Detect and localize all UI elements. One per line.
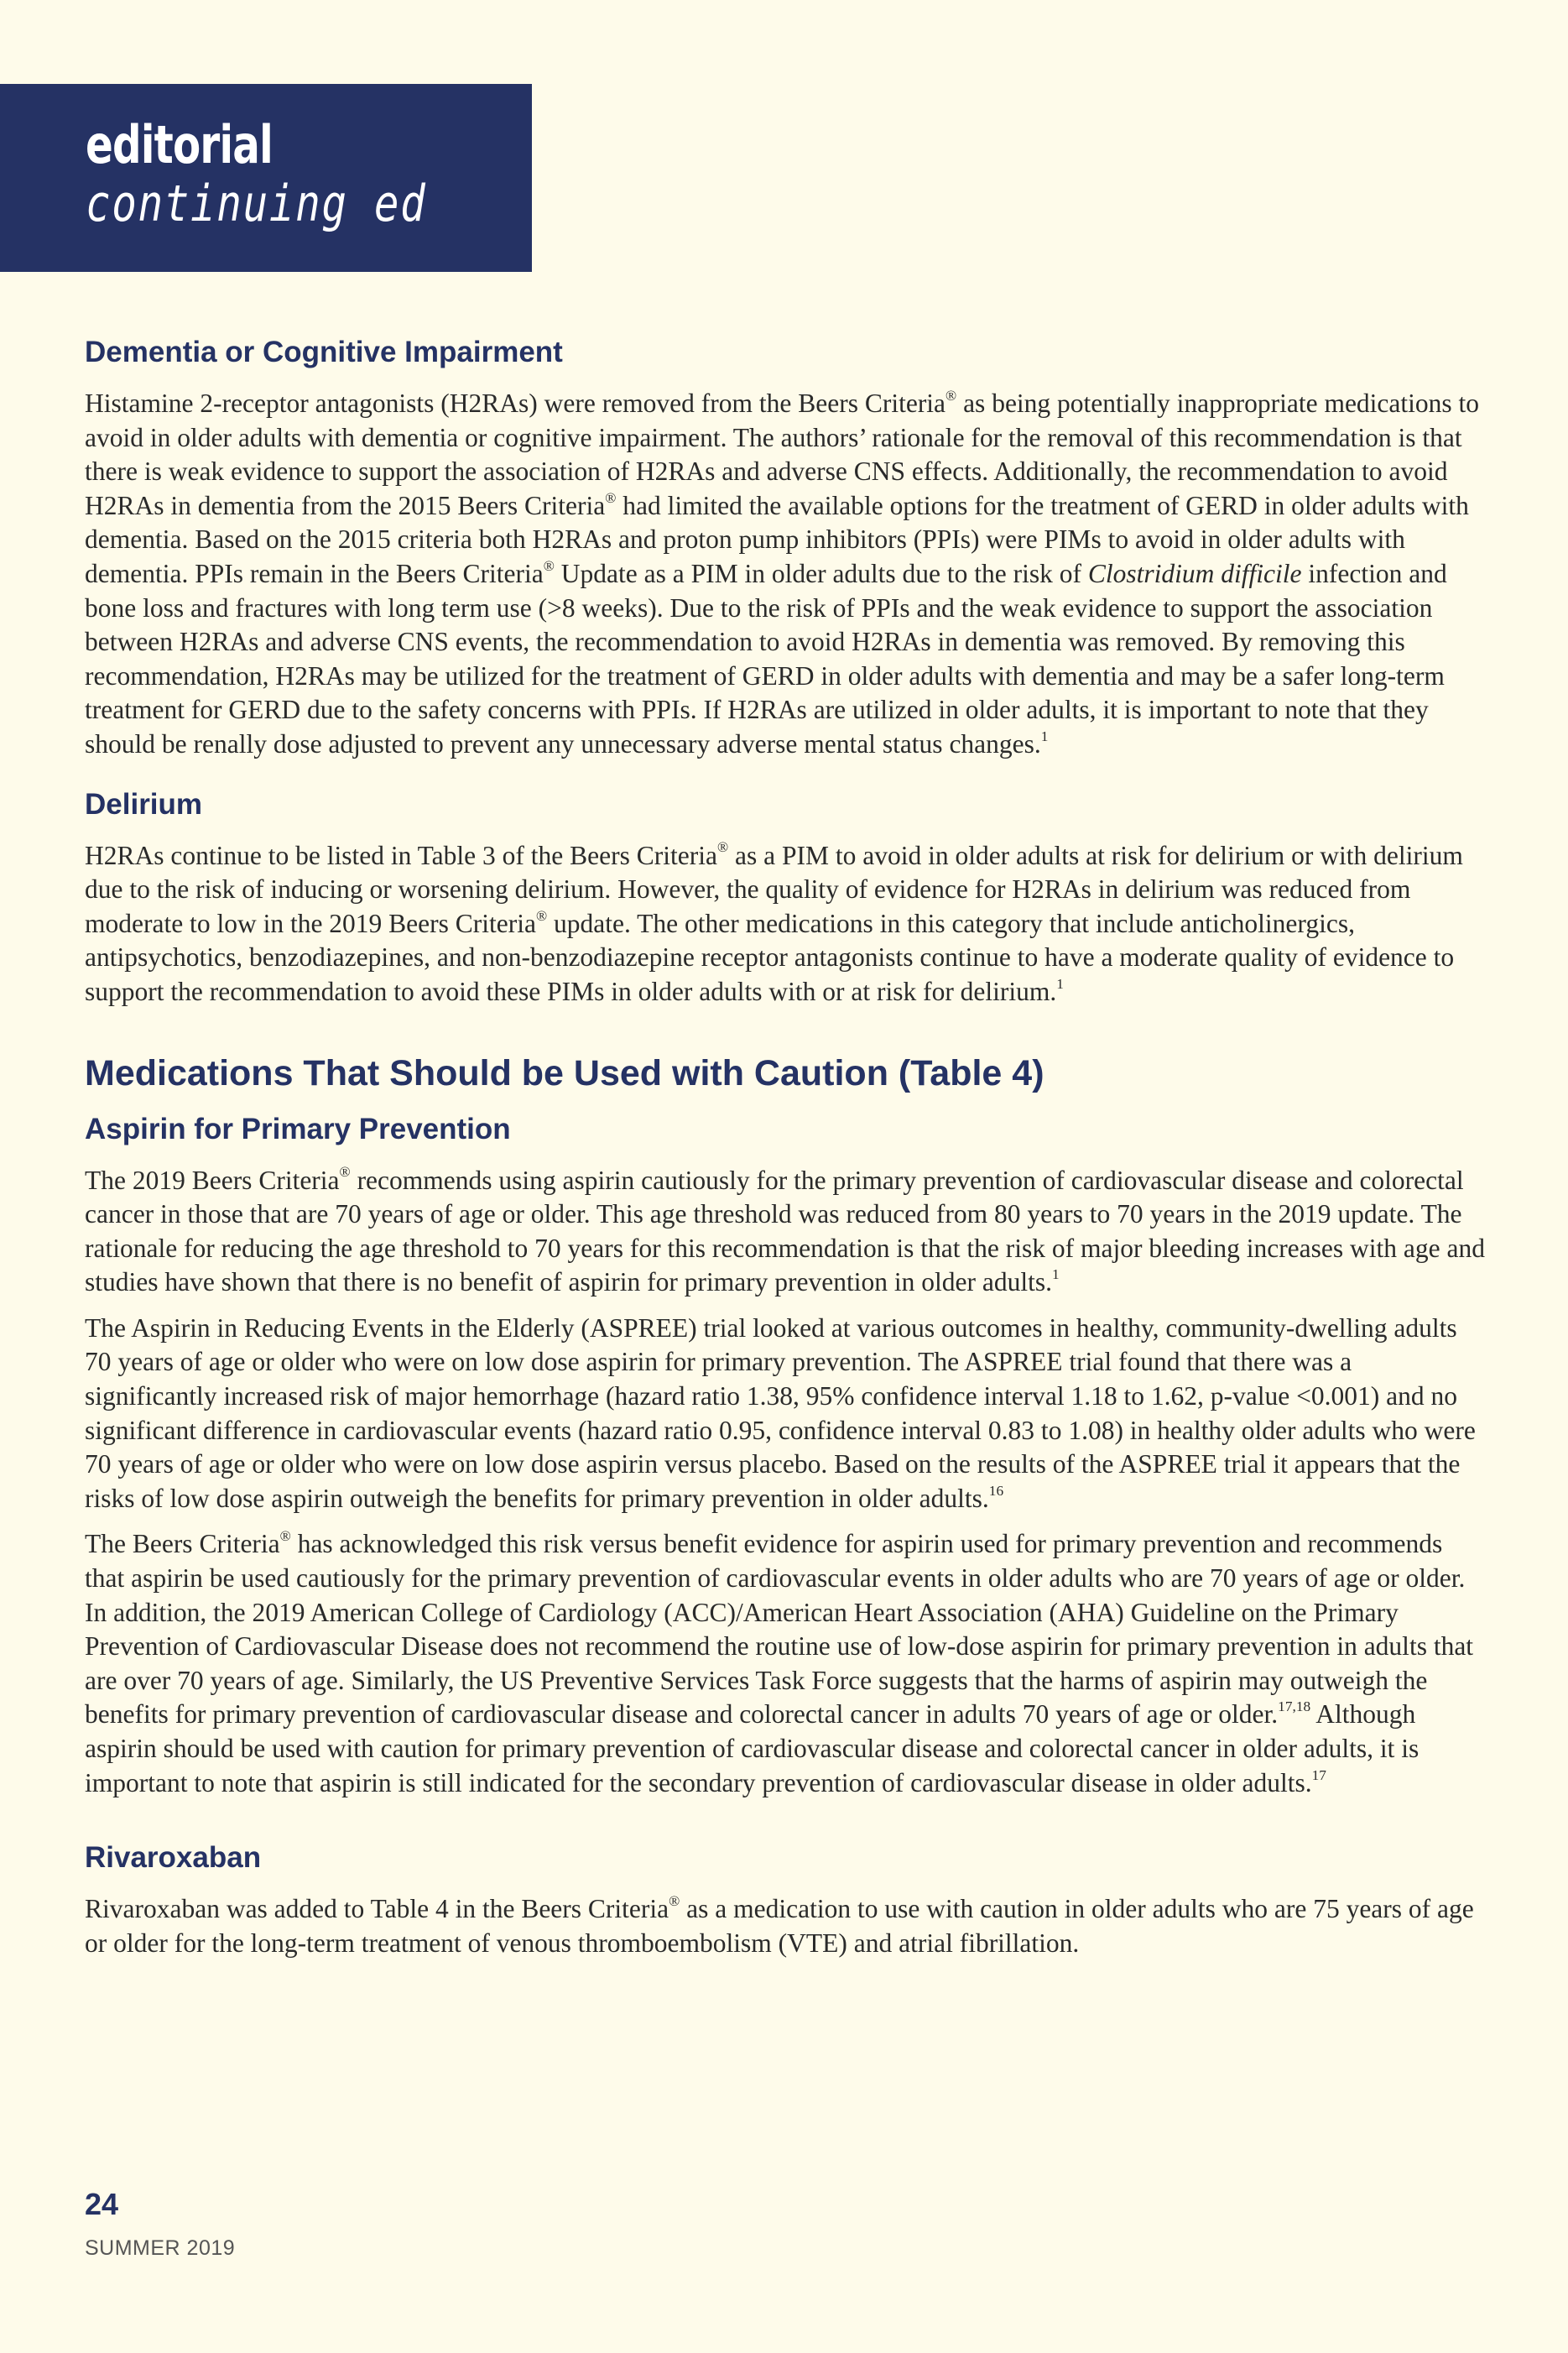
- text-run: as a PIM to avoid in older adults at risk for delirium or with delirium due to the risk of inducing or worsening delirium. However, the quality of evidence for H2RAs in delirium was reduced from moderate to low in the 2019 Beers Criteria: [85, 840, 1463, 938]
- citation-ref: 16: [988, 1482, 1004, 1499]
- paragraph-aspirin-2: [85, 1312, 1486, 1516]
- text-run: infection and bone loss and fractures with long term use (>8 weeks). Due to the risk of PPIs and the weak evidence to support the association between H2RAs and adverse CNS events, the recommendation to avoid H2RAs in dementia was removed. By removing this recommendation, H2RAs may be utilized for the treatment of GERD in older adults with dementia and may be a safer long-term treatment for GERD due to the safety concerns with PPIs. If H2RAs are utilized in older adults, it is important to note that they should be renally dose adjusted to prevent any unnecessary adverse mental status changes.: [85, 558, 1447, 759]
- heading-aspirin: Aspirin for Primary Prevention: [85, 1112, 511, 1145]
- text-run: The Aspirin in Reducing Events in the Elderly (ASPREE) trial looked at various outcomes in healthy, community-dwelling adults 70 years of age or older who were on low dose aspirin for primary prevention. The ASPREE trial found that there was a significantly increased risk of major hemorrhage (hazard ratio 1.38, 95% confidence interval 1.18 to 1.62, p-value <0.001) and no significant difference in cardiovascular events (hazard ratio 0.95, confidence interval 0.83 to 1.08) in healthy older adults who were 70 years of age or older who were on low dose aspirin versus placebo. Based on the results of the ASPREE trial it appears that the risks of low dose aspirin outweigh the benefits for primary prevention in older adults.: [85, 1312, 1476, 1513]
- paragraph-aspirin-1: [85, 1164, 1486, 1300]
- citation-ref: 1: [1040, 728, 1049, 744]
- text-run: Rivaroxaban was added to Table 4 in the Beers Criteria: [85, 1894, 669, 1924]
- text-run: Although aspirin should be used with caution for primary prevention of cardiovascular disease and colorectal cancer in older adults, it is important to note that aspirin is still indicated for the secondary prevention of cardiovascular disease in older adults.: [85, 1699, 1420, 1797]
- heading-caution: Medications That Should be Used with Caution (Table 4): [85, 1052, 1044, 1093]
- heading-dementia: Dementia or Cognitive Impairment: [85, 336, 563, 368]
- issue-label: SUMMER 2019: [85, 2236, 236, 2260]
- registered-mark: ®: [279, 1528, 291, 1545]
- text-run: as being potentially inappropriate medications to avoid in older adults with dementia or cognitive impairment. The authors’ rationale for the removal of this recommendation is that there is weak evidence to support the association of H2RAs and adverse CNS effects. Additionally, the recommendation to avoid H2RAs in dementia from the 2015 Beers Criteria: [85, 389, 1480, 520]
- registered-mark: ®: [543, 557, 555, 574]
- text-run: had limited the available options for the treatment of GERD in older adults with dementia. Based on the 2015 criteria both H2RAs and proton pump inhibitors (PPIs) were PIMs to avoid in older adults with dementia. PPIs remain in the Beers Criteria: [85, 490, 1469, 588]
- page-number: 24: [85, 2187, 119, 2221]
- registered-mark: ®: [535, 907, 548, 924]
- banner-subtitle: continuing ed: [86, 175, 427, 233]
- registered-mark: ®: [339, 1164, 351, 1181]
- article-body: [85, 331, 1486, 1972]
- registered-mark: ®: [605, 489, 617, 506]
- text-run: Update as a PIM in older adults due to the risk of: [554, 558, 1088, 588]
- citation-ref: 1: [1056, 975, 1064, 992]
- text-run: update. The other medications in this category that include anticholinergics, antipsychotics, benzodiazepines, and non-benzodiazepine receptor antagonists continue to have a moderate quality of evidence to support the recommendation to avoid these PIMs in older adults with or at risk for delirium.: [85, 908, 1455, 1006]
- citation-ref: 17: [1311, 1766, 1326, 1783]
- paragraph-rivaroxaban: [85, 1892, 1486, 1960]
- heading-delirium: Delirium: [85, 787, 203, 821]
- citation-ref: 1: [1051, 1266, 1060, 1283]
- heading-rivaroxaban: Rivaroxaban: [85, 1841, 262, 1875]
- registered-mark: ®: [716, 839, 729, 856]
- registered-mark: ®: [945, 387, 957, 404]
- text-run: has acknowledged this risk versus benefit evidence for aspirin used for primary prevention and recommends that aspirin be used cautiously for the primary prevention of cardiovascular events in older adults who are 70 years of age or older. In addition, the 2019 American College of Cardiology (ACC)/American Heart Association (AHA) Guideline on the Primary Prevention of Cardiovascular Disease does not recommend the routine use of low-dose aspirin for primary prevention in adults that are over 70 years of age. Similarly, the US Preventive Services Task Force suggests that the harms of aspirin may outweigh the benefits for primary prevention of cardiovascular disease and colorectal cancer in adults 70 years of age or older.: [85, 1529, 1474, 1730]
- banner-title: editorial: [86, 114, 273, 175]
- citation-ref: 17,18: [1278, 1698, 1311, 1715]
- text-run: Histamine 2-receptor antagonists (H2RAs) were removed from the Beers Criteria: [85, 389, 946, 418]
- text-run: H2RAs continue to be listed in Table 3 of the Beers Criteria: [85, 840, 717, 870]
- text-run: The Beers Criteria: [85, 1529, 280, 1559]
- text-run: as a medication to use with caution in older adults who are 75 years of age or older for the long-term treatment of venous thromboembolism (VTE) and atrial fibrillation.: [85, 1894, 1474, 1958]
- italic-term: Clostridium difficile: [1087, 558, 1302, 588]
- registered-mark: ®: [669, 1893, 680, 1910]
- paragraph-aspirin-3: [85, 1527, 1486, 1800]
- paragraph-dementia: [85, 387, 1486, 762]
- text-run: The 2019 Beers Criteria: [85, 1165, 340, 1195]
- text-run: recommends using aspirin cautiously for the primary prevention of cardiovascular disease and colorectal cancer in those that are 70 years of age or older. This age threshold was reduced from 80 years to 70 years in the 2019 update. The rationale for reducing the age threshold to 70 years for this recommendation is that the risk of major bleeding increases with age and studies have shown that there is no benefit of aspirin for primary prevention in older adults.: [85, 1165, 1485, 1297]
- section-banner: [0, 84, 532, 272]
- paragraph-delirium: [85, 839, 1486, 1010]
